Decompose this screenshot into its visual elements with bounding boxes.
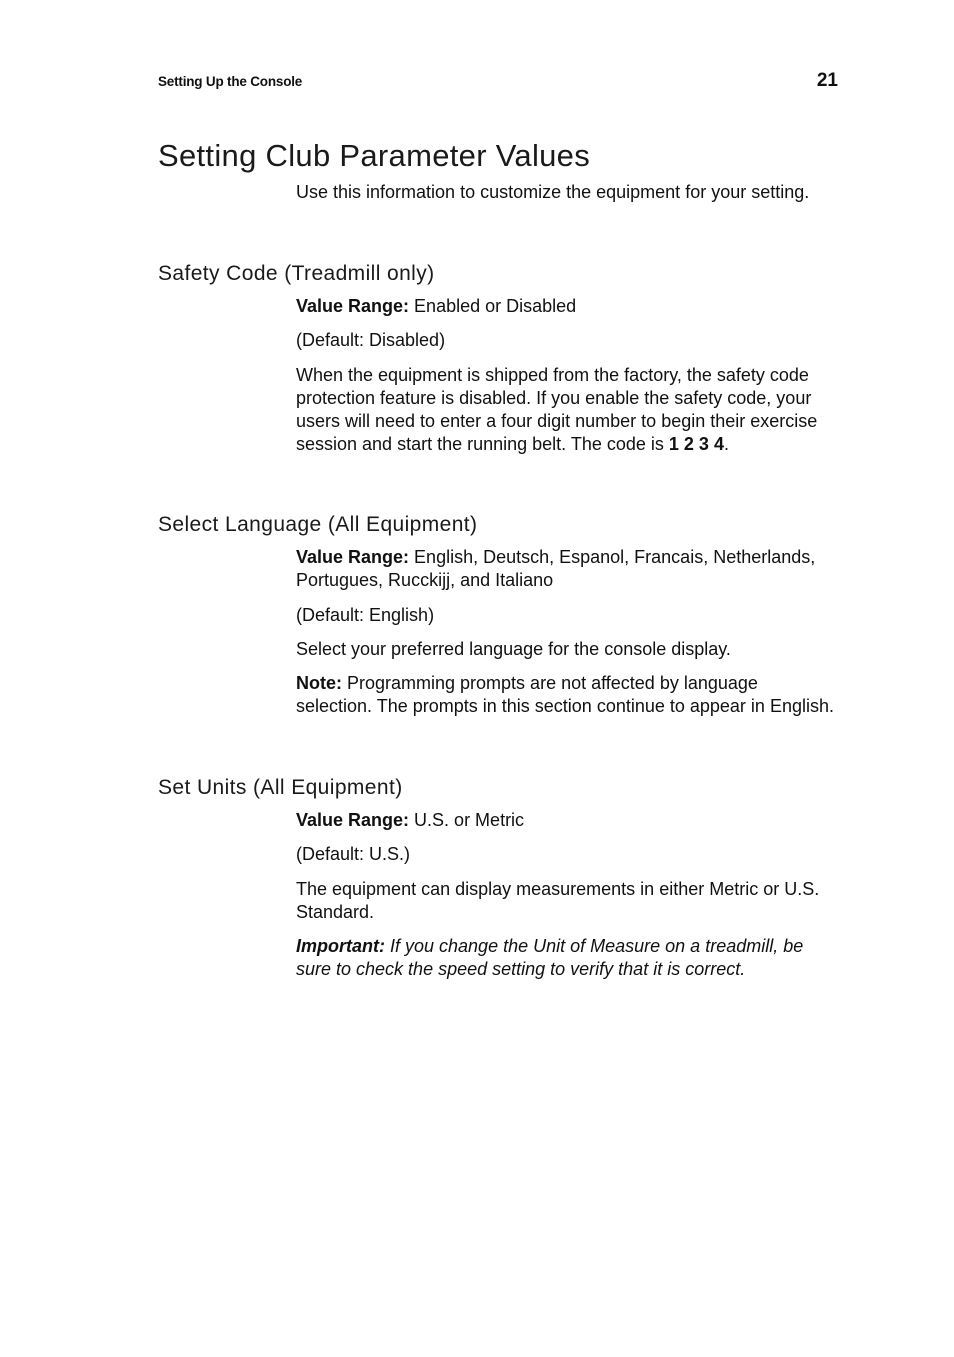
description-suffix: . (723, 434, 729, 454)
section-heading-select-language: Select Language (All Equipment) (158, 513, 478, 536)
value-range-label: Value Range: (296, 547, 410, 567)
safety-code-range (296, 295, 836, 318)
important-body: If you change the Unit of Measure on a treadmill, be sure to check the speed setting to verify that it is correct. (296, 936, 804, 979)
value-range-label: Value Range: (296, 296, 410, 316)
units-range (296, 809, 836, 832)
important-text (296, 935, 836, 981)
value-range-value: U.S. or Metric (409, 810, 525, 830)
units-default (296, 843, 836, 866)
units-description (296, 878, 836, 924)
default-value: (Default: U.S.) (296, 844, 411, 864)
language-description (296, 638, 836, 661)
language-note (296, 672, 836, 718)
language-range (296, 546, 836, 592)
note-body: Programming prompts are not affected by language selection. The prompts in this section continue to appear in English. (296, 673, 834, 716)
description-text (296, 364, 836, 456)
value-range-label: Value Range: (296, 810, 410, 830)
value-range-line (296, 295, 836, 318)
default-value: (Default: Disabled) (296, 330, 446, 350)
description-text: Select your preferred language for the console display. (296, 639, 731, 659)
value-range-line (296, 546, 836, 592)
intro-block (296, 181, 836, 204)
value-range-value: Enabled or Disabled (409, 296, 577, 316)
language-default (296, 604, 836, 627)
safety-code-value: 1 2 3 4 (668, 434, 724, 454)
running-header: Setting Up the Console (158, 74, 303, 89)
units-important (296, 935, 836, 981)
intro-text: Use this information to customize the equipment for your setting. (296, 182, 810, 202)
default-value: (Default: English) (296, 605, 435, 625)
value-range-line (296, 809, 836, 832)
safety-code-description (296, 364, 836, 456)
description-text: The equipment can display measurements in either Metric or U.S. Standard. (296, 879, 820, 922)
note-label: Note: (296, 673, 342, 693)
page-title: Setting Club Parameter Values (158, 138, 591, 173)
safety-code-default (296, 329, 836, 352)
description-prefix: When the equipment is shipped from the factory, the safety code protection feature is disabled. If you enable the safety code, your users will need to enter a four digit number to begin their exercise session and start the running belt. The code is (296, 365, 818, 454)
value-range-value: English, Deutsch, Espanol, Francais, Netherlands, Portugues, Rucckijj, and Italiano (296, 547, 816, 590)
note-text (296, 672, 836, 718)
page-number: 21 (816, 70, 838, 91)
section-heading-safety-code: Safety Code (Treadmill only) (158, 262, 435, 285)
important-label: Important: (296, 936, 385, 956)
section-heading-set-units: Set Units (All Equipment) (158, 776, 403, 799)
